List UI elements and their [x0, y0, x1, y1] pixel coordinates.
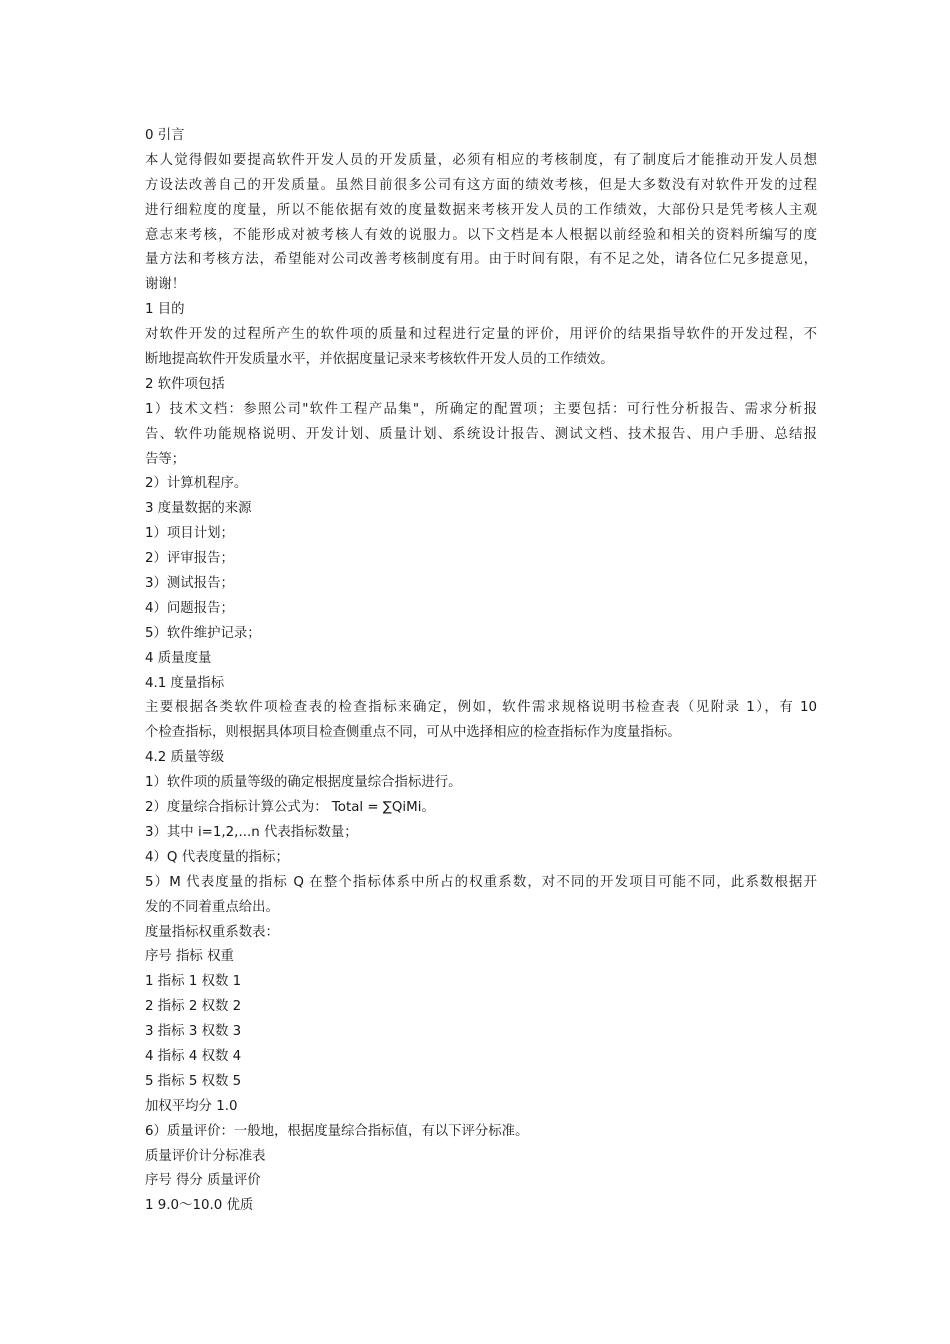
document-line: 4 指标 4 权数 4 — [145, 1048, 242, 1064]
document-line: 3）测试报告； — [145, 576, 234, 592]
document-line: 断地提高软件开发质量水平，并依据度量记录来考核软件开发人员的工作绩效。 — [145, 352, 614, 368]
document-line: 1 目的 — [145, 302, 185, 318]
document-line: 主要根据各类软件项检查表的检查指标来确定，例如，软件需求规格说明书检查表（见附录 1），有 10 — [145, 700, 817, 716]
document-line: 2 软件项包括 — [145, 376, 225, 392]
document-line: 2）评审报告； — [145, 551, 234, 567]
document-line: 加权平均分 1.0 — [145, 1098, 238, 1114]
document-line: 4 质量度量 — [145, 650, 212, 666]
document-line: 6）质量评价：一般地，根据度量综合指标值，有以下评分标准。 — [145, 1123, 529, 1139]
document-line: 谢谢！ — [145, 277, 186, 293]
document-line: 4.1 度量指标 — [145, 675, 225, 691]
document-line: 1）软件项的质量等级的确定根据度量综合指标进行。 — [145, 775, 462, 791]
document-line: 1 9.0～10.0 优质 — [145, 1198, 254, 1214]
document-line: 3 度量数据的来源 — [145, 501, 252, 517]
document-line: 5）软件维护记录； — [145, 625, 261, 641]
document-line: 量方法和考核方法，希望能对公司改善考核制度有用。由于时间有限，有不足之处，请各位仁兄多提意见， — [145, 252, 817, 268]
document-line: 本人觉得假如要提高软件开发人员的开发质量，必须有相应的考核制度，有了制度后才能推动开发人员想 — [145, 152, 817, 168]
document-line: 序号 得分 质量评价 — [145, 1173, 261, 1189]
document-line: 0 引言 — [145, 128, 185, 143]
document-line: 4）Q 代表度量的指标； — [145, 849, 289, 865]
document-line: 告等； — [145, 451, 186, 467]
document-line: 对软件开发的过程所产生的软件项的质量和过程进行定量的评价，用评价的结果指导软件的开发过程，不 — [145, 327, 817, 343]
document-line: 1）项目计划； — [145, 526, 234, 542]
document-line: 5）M 代表度量的指标 Q 在整个指标体系中所占的权重系数，对不同的开发项目可能不同，此系数根据开 — [145, 874, 817, 890]
document-line: 序号 指标 权重 — [145, 949, 234, 965]
document-line: 进行细粒度的度量，所以不能依据有效的度量数据来考核开发人员的工作绩效，大部份只是凭考核人主观 — [145, 202, 817, 218]
document-line: 方设法改善自己的开发质量。虽然目前很多公司有这方面的绩效考核，但是大多数没有对软件开发的过程 — [145, 177, 817, 193]
document-line: 2）计算机程序。 — [145, 476, 248, 492]
document-line: 1 指标 1 权数 1 — [145, 974, 242, 990]
document-line: 2 指标 2 权数 2 — [145, 999, 242, 1015]
document-line: 度量指标权重系数表： — [145, 924, 279, 940]
document-line: 质量评价计分标准表 — [145, 1148, 266, 1164]
document-line: 个检查指标，则根据具体项目检查侧重点不同，可从中选择相应的检查指标作为度量指标。 — [145, 725, 681, 741]
document-line: 4）问题报告； — [145, 600, 234, 616]
document-line: 5 指标 5 权数 5 — [145, 1073, 242, 1089]
document-line: 4.2 质量等级 — [145, 750, 225, 766]
document-line: 告、软件功能规格说明、开发计划、质量计划、系统设计报告、测试文档、技术报告、用户手册、总结报 — [145, 426, 817, 442]
document-line: 2）度量综合指标计算公式为： Total = ∑QiMi。 — [145, 800, 435, 816]
document-line: 发的不同着重点给出。 — [145, 899, 279, 915]
document-body — [145, 124, 817, 1219]
document-line: 1）技术文档：参照公司"软件工程产品集"，所确定的配置项；主要包括：可行性分析报告、需求分析报 — [145, 401, 817, 417]
document-line: 意志来考核，不能形成对被考核人有效的说服力。以下文档是本人根据以前经验和相关的资料所编写的度 — [145, 227, 817, 243]
document-line: 3）其中 i=1,2,...n 代表指标数量； — [145, 824, 358, 840]
document-line: 3 指标 3 权数 3 — [145, 1024, 242, 1040]
